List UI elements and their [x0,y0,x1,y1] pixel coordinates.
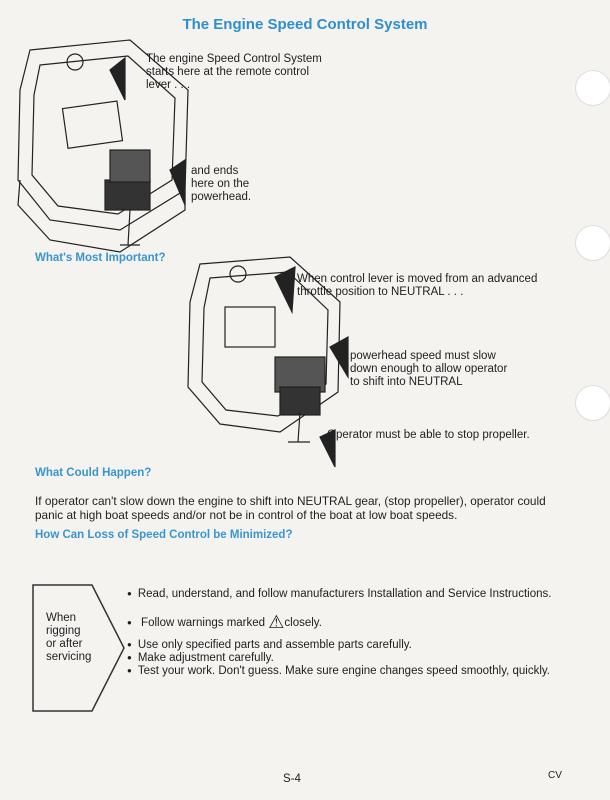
punch-hole [575,225,610,261]
callout-operator: Operator must be able to stop propeller. [327,429,530,441]
bullet-item: ● Test your work. Don't guess. Make sure engine changes speed smoothly, quickly. [127,665,550,677]
bullet-item: ● Read, understand, and follow manufacturers Installation and Service Instructions. [127,588,551,600]
punch-hole [575,385,610,421]
page-title: The Engine Speed Control System [182,16,428,33]
bullet-item: ● Use only specified parts and assemble parts carefully. [127,639,412,651]
heading-minimize: How Can Loss of Speed Control be Minimized? [35,529,293,541]
warning-triangle-icon: ⚠ [268,612,285,632]
footer-code: CV [548,770,562,781]
heading-whats-most-important: What's Most Important? [35,252,166,264]
heading-what-could-happen: What Could Happen? [35,467,152,479]
callout-start: The engine Speed Control System starts here at the remote control lever . . . [146,53,322,91]
punch-hole [575,70,610,106]
page-number: S-4 [283,773,301,785]
happen-paragraph: If operator can't slow down the engine to shift into NEUTRAL gear, (stop propeller), operator could panic at high boat speeds and/or not be in control of the boat at low boat speeds. [35,494,546,522]
callout-lever: When control lever is moved from an advanced throttle position to NEUTRAL . . . [297,273,538,298]
bullet-item: ● Make adjustment carefully. [127,652,274,664]
callout-end: and ends here on the powerhead. [191,165,252,203]
when-box-label: When rigging or after servicing [46,612,92,663]
callout-powerhead: powerhead speed must slow down enough to allow operator to shift into NEUTRAL [350,350,508,388]
bullet-item: ● Follow warnings marked ⚠closely. [127,612,322,633]
